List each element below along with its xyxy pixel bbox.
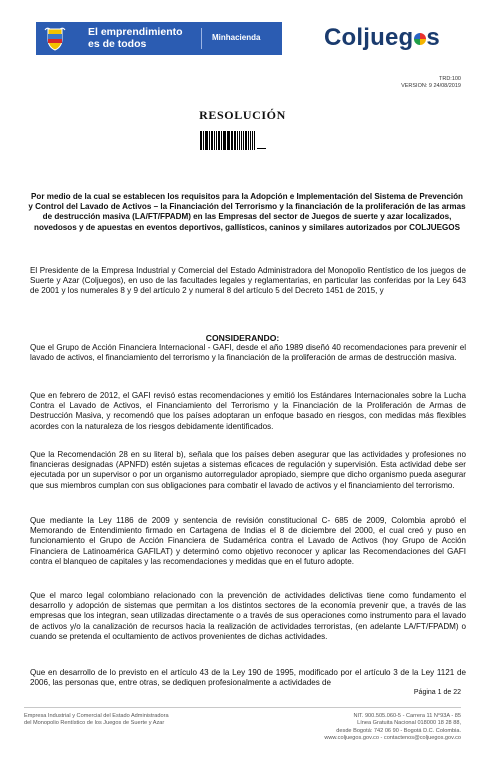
barcode-bar — [218, 131, 220, 150]
barcode-bar — [206, 131, 208, 150]
footer-hotline: Línea Gratuita Nacional 018000 18 28 88, — [357, 720, 461, 727]
ministry-name: Minhacienda — [212, 33, 261, 42]
considerando-heading: CONSIDERANDO: — [205, 333, 280, 343]
barcode-bar — [211, 131, 214, 150]
barcode-bar — [237, 131, 238, 150]
considerando-paragraph: Que mediante la Ley 1186 de 2009 y sentencia de revisión constitucional C- 685 de 2009, Colombia aprobó el Memorando de Entendimiento firmado en Cartagena de Indias el 8 de diciembre del 2000, el cual creó y puso en funcionamiento el Grupo de Acción Financiera de Sudamérica contra el Lavado de Activos (hoy Grupo de Acción Financiera de Latinoamérica GAFILAT) y determinó como objetivo reconocer y aplicar las Recomendaciones del GAFI contra el blanqueo de capitales y las recomendaciones y medidas que en el futuro adopte. — [30, 516, 466, 566]
considerando-paragraph: Que el marco legal colombiano relacionado con la prevención de actividades delictivas tiene como fundamento el desarrollo y adopción de sistemas que permitan a los distintos sectores de la economía prevenir que, a través de las empresas que los integran, sean utilizadas directamente o a través de sus operaciones como instrumento para el lavado de activos y/o la canalización de recursos hacia la realización de actividades terroristas, (en adelante LA/FT/FPADM) o cuando se pretenda el ocultamiento de activos provenientes de dichas actividades. — [30, 591, 466, 641]
barcode-bar — [232, 131, 233, 150]
footer-contact — [324, 713, 461, 742]
gov-slogan-line1: El emprendimiento — [88, 26, 183, 38]
document-title: RESOLUCIÓN — [199, 108, 286, 122]
barcode-bar — [221, 131, 222, 150]
footer-website: www.coljuegos.gov.co - contactenos@coljuegos.gov.co — [324, 734, 461, 741]
footer-entity-line2: del Monopolio Rentístico de los Juegos de Suerte y Azar — [24, 720, 165, 727]
barcode-bar — [214, 131, 215, 150]
barcode-bar — [239, 131, 240, 150]
barcode-bar — [231, 131, 232, 150]
logo-text: Coljueg — [324, 24, 414, 51]
barcode-bar — [250, 131, 251, 150]
gov-slogan-line2: es de todos — [88, 38, 147, 50]
footer-divider — [24, 707, 461, 708]
footer-phone: desde Bogotá: 742 06 90 - Bogotá D.C. Colombia. — [336, 727, 461, 734]
barcode-bar — [216, 131, 217, 150]
footer-entity-line1: Empresa Industrial y Comercial del Estado Administradora — [24, 713, 169, 719]
barcode-bar — [205, 131, 206, 150]
barcode-bar — [234, 131, 236, 150]
page-number: Página 1 de 22 — [413, 689, 461, 696]
barcode-bar — [245, 131, 247, 150]
logo-text-end: s — [426, 24, 440, 51]
footer-nit: NIT. 900.505.060-5 - Carrera 11 N°93A - 85 — [353, 713, 461, 719]
coljuegos-logo — [324, 24, 440, 52]
trd-code: TRD:100 — [438, 76, 461, 82]
considerando-paragraph: Que la Recomendación 28 en su literal b), señala que los países deben asegurar que las actividades y profesiones no financieras designadas (APNFD) estén sujetas a sistemas eficaces de regulación y supervisión. Esta actividad debe ser ejecutada por un supervisor o por un organismo autorregulador apropiado, siempre que dicho organismo pueda asegurar que sus miembros cumplan con sus obligaciones para combatir el lavado de activos y el financiamiento del terrorismo. — [30, 450, 466, 490]
barcode-bar — [200, 131, 202, 150]
letterhead — [0, 0, 485, 70]
barcode-bar — [224, 131, 226, 150]
coat-of-arms-icon — [44, 26, 66, 51]
banner-divider — [201, 28, 202, 49]
considerando-paragraph: Que en desarrollo de lo previsto en el artículo 43 de la Ley 190 de 1995, modificado por el artículo 3 de la Ley 1121 de 2006, las personas que, entre otras, se dediquen profesionalmente a actividades de — [30, 668, 466, 688]
barcode-bar — [223, 131, 224, 150]
footer-entity — [24, 713, 169, 728]
barcode-bar — [254, 131, 255, 150]
barcode-bar — [252, 131, 254, 150]
barcode-bar — [203, 131, 204, 150]
government-banner — [36, 22, 282, 55]
barcode-icon — [200, 131, 256, 150]
barcode-bar — [248, 131, 249, 150]
barcode-bar — [241, 131, 243, 150]
barcode-underline — [257, 148, 266, 149]
considerando-paragraph: Que en febrero de 2012, el GAFI revisó estas recomendaciones y emitió los Estándares Internacionales sobre la Lucha Contra el Lavado de Activos, el Financiamiento del Terrorismo y la Financiación de la Proliferación de Armas de Destrucción Masiva, y recomendó que los países adoptaran un enfoque basado en riesgos, con medidas más flexibles acordes con la naturaleza de los riesgos debidamente identificados. — [30, 391, 466, 431]
barcode-bar — [209, 131, 210, 150]
document-code — [401, 76, 461, 90]
version-code: VERSION: 9 24/08/2019 — [401, 83, 461, 89]
barcode-bar — [243, 131, 244, 150]
intro-paragraph: El Presidente de la Empresa Industrial y Comercial del Estado Administradora del Monopolio Rentístico de los juegos de Suerte y Azar (Coljuegos), en uso de las facultades legales y reglamentarias, en particular las conferidas por la Ley 643 de 2001 y los numerales 8 y 9 del artículo 2 y numeral 8 del artículo 5 del Decreto 1451 de 2015, y — [30, 266, 466, 296]
logo-dot-icon — [414, 33, 426, 45]
resolution-subject: Por medio de la cual se establecen los requisitos para la Adopción e Implementación del Sistema de Prevención y Control del Lavado de Activos – la Financiación del Terrorismo y la financiación de la proliferación de las armas de destrucción masiva (LA/FT/FPADM) en las Empresas del sector de Juegos de suerte y azar localizados, novedosos y de apuestas en eventos deportivos, gallísticos, caninos y similares autorizados por COLJUEGOS — [28, 192, 466, 232]
barcode-bar — [227, 131, 230, 150]
considerando-paragraph: Que el Grupo de Acción Financiera Internacional - GAFI, desde el año 1989 diseñó 40 recomendaciones para prevenir el lavado de activos, el financiamiento del terrorismo y la financiación de la proliferación de armas de destrucción masiva. — [30, 343, 466, 363]
